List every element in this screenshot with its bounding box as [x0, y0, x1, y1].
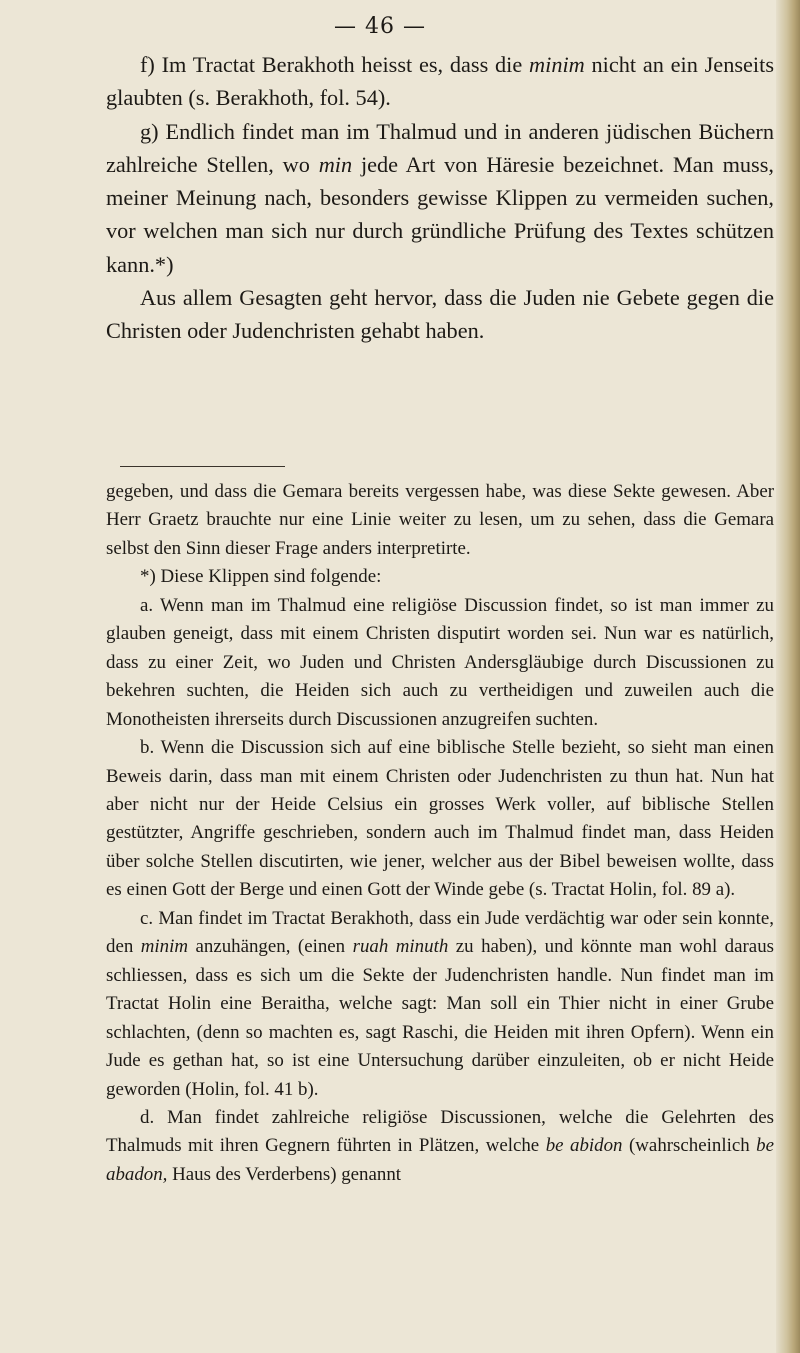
text-run: anzuhängen, (einen: [188, 936, 353, 958]
italic-term: be abidon: [545, 1135, 623, 1157]
footnote-intro: *) Diese Klippen sind folgende:: [140, 566, 382, 588]
footnote-item-c: [106, 905, 774, 1104]
paragraph-g: [106, 115, 774, 281]
footnote-rule: [120, 466, 285, 467]
text-run: f) Im Tractat Berakhoth heisst es, dass die: [140, 52, 530, 77]
text-run: g) Endlich findet man im Thalmud und in anderen jüdischen Büchern zahlreiche Stellen, wo: [106, 118, 774, 177]
page-number: — 46 —: [334, 14, 426, 39]
footnotes: [106, 478, 774, 1189]
italic-term: minim: [140, 936, 188, 958]
text-run: jede Art von Häresie bezeichnet. Man muss, meiner Meinung nach, besonders gewisse Klippen zu vermeiden suchen, vor welchen man sich nur durch gründliche Prüfung des Textes schützen kann.*): [106, 151, 774, 277]
text-run: Haus des Verderbens) genannt: [167, 1163, 402, 1185]
footnote-continuation: gegeben, und dass die Gemara bereits vergessen habe, was diese Sekte gewesen. Aber Herr Graetz brauchte nur eine Linie weiter zu lesen, um zu sehen, dass die Gemara selbst den Sinn dieser Frage anders interpretirte.: [106, 481, 774, 559]
page-edge-shadow: [776, 0, 800, 1353]
italic-term: minim: [529, 52, 585, 77]
italic-term: min: [318, 151, 353, 177]
footnote-item-b: b. Wenn die Discussion sich auf eine biblische Stelle bezieht, so sieht man einen Beweis darin, dass man mit einem Christen oder Judenchristen zu thun hat. Nun hat aber nicht nur der Heide Celsius ein grosses Werk voller, auf biblische Stellen gestützter, Angriffe geschrieben, sondern auch im Thalmud findet man, dass Heiden über solche Stellen discutirten, wie jener, welcher aus der Bibel beweisen wollte, dass es einen Gott der Berge und einen Gott der Winde gebe (s. Tractat Holin, fol. 89 a).: [106, 737, 774, 901]
italic-term: be abadon,: [106, 1135, 774, 1185]
paragraph-conclusion: Aus allem Gesagten geht hervor, dass die Juden nie Gebete gegen die Christen oder Judenchristen gehabt haben.: [106, 285, 774, 344]
footnote-item-a: a. Wenn man im Thalmud eine religiöse Discussion findet, so ist man immer zu glauben geneigt, dass mit einem Christen disputirt worden sei. Nun war es natürlich, dass zu einer Zeit, wo Juden und Christen Andersgläubige durch Discussionen zu bekehren suchten, die Heiden sich auch zu vertheidigen und zuweilen auch die Monotheisten ihrerseits durch Discussionen anzugreifen suchten.: [106, 594, 774, 730]
main-text: [106, 48, 774, 348]
footnote-item-d: [106, 1104, 774, 1189]
text-run: zu haben), und könnte man wohl daraus schliessen, dass es sich um die Sekte der Judenchristen handle. Nun findet man im Tractat Holin eine Beraitha, welche sagt: Man soll ein Thier nicht in einer Grube schlachten, (denn so machten es, sagt Raschi, die Heiden mit ihren Opfern). Wenn ein Jude es gethan hat, so ist eine Untersuchung darüber einzuleiten, ob er nicht Heide geworden (Holin, fol. 41 b).: [106, 936, 774, 1100]
text-run: nicht an ein Jenseits glaubten (s. Berakhoth, fol. 54).: [106, 52, 774, 111]
text-run: d. Man findet zahlreiche religiöse Discussionen, welche die Gelehrten des Thalmuds mit ihren Gegnern führten in Plätzen, welche: [106, 1106, 774, 1157]
text-run: (wahrscheinlich: [622, 1135, 757, 1157]
text-run: c. Man findet im Tractat Berakhoth, dass ein Jude verdächtig war oder sein konnte, den: [106, 907, 774, 958]
italic-term: ruah minuth: [352, 936, 449, 958]
paragraph-f: [106, 48, 774, 115]
